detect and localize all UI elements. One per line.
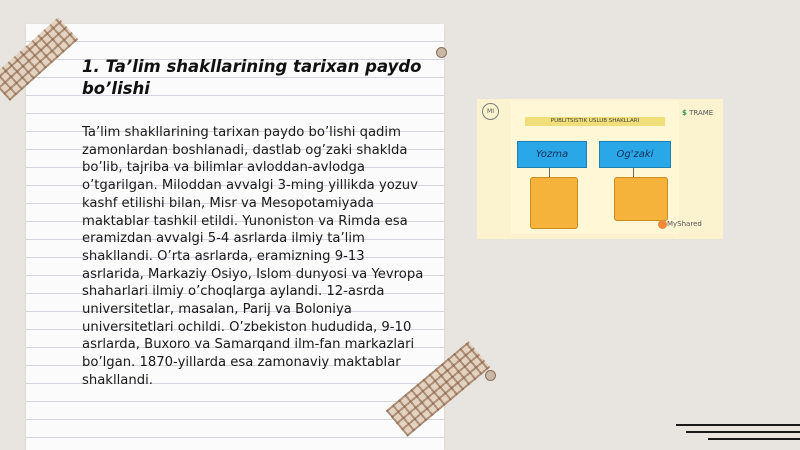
logo-icon: MI xyxy=(482,103,499,120)
dollar-icon: $ xyxy=(682,109,687,117)
diagram-thumbnail xyxy=(477,99,723,239)
slide-body-text: Ta’lim shakllarining tarixan paydo bo’lishi qadim zamonlardan boshlanadi, dastlab og’zaki shaklda bo’lib, tajriba va bilimlar avloddan-avlodga o’tgarilgan. Miloddan avvalgi 3-ming yillikda yozuv kashf etilishi bilan, Misr va Mesopotamiyada maktablar tashkil etildi. Yunoniston va Rimda esa eramizdan avvalgi 5-4 asrlarda ilmiy ta’lim shakllandi. O’rta asrlarda, eramizning 9-13 asrlarida, Markaziy Osiyo, Islom dunyosi va Yevropa shaharlari ilmiy o’choqlarga aylandi. 12-asrda universitetlar, masalan, Parij va Boloniya universitetlari ochildi. O’zbekiston hududida, 9-10 asrlarda, Buxoro va Samarqand ilm-fan markazlari bo’lgan. 1870-yillarda esa zamonaviy maktablar shakllandi. xyxy=(82,125,424,388)
decor-line-2 xyxy=(686,431,800,433)
thumbnail-brand: MyShared xyxy=(667,220,702,228)
slide-title: 1. Ta’lim shakllarining tarixan paydo bo’lishi xyxy=(82,57,422,98)
notebook-paper xyxy=(26,24,444,450)
box-ogzaki: Og'zaki xyxy=(599,141,671,168)
pin-top-right xyxy=(436,47,447,58)
decor-line-1 xyxy=(676,424,800,426)
pin-bottom-right xyxy=(485,370,496,381)
thumbnail-heading: PUBLITSISTIK USLUB SHAKLLARI xyxy=(525,117,665,126)
thumbnail-side-label: TRAME xyxy=(689,109,714,117)
myshared-icon xyxy=(658,220,667,229)
box-ogzaki-list xyxy=(614,177,668,221)
thumbnail-slide xyxy=(511,101,679,234)
box-yozma-list xyxy=(530,177,578,229)
decor-line-3 xyxy=(708,438,800,440)
thumbnail-side-text xyxy=(682,109,713,117)
box-yozma: Yozma xyxy=(517,141,587,168)
